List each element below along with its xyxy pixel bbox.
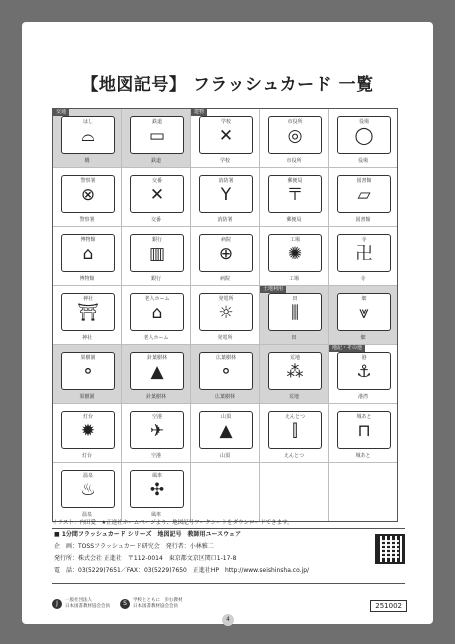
logo-line: 一般社団法人 bbox=[65, 598, 92, 603]
card-reading: 神社 bbox=[82, 296, 93, 302]
card bbox=[61, 175, 115, 213]
card-reading: 広葉樹林 bbox=[215, 355, 236, 361]
page-title bbox=[22, 70, 433, 95]
card-caption: 交番 bbox=[150, 217, 161, 223]
category-label: 土地利用 bbox=[260, 286, 286, 293]
page-number: 4 bbox=[222, 614, 234, 626]
cell-temple[interactable] bbox=[329, 227, 397, 285]
card bbox=[130, 470, 184, 508]
card bbox=[268, 293, 322, 331]
card bbox=[199, 352, 253, 390]
cell-factory[interactable] bbox=[260, 227, 328, 285]
qr-code-icon[interactable] bbox=[375, 534, 405, 564]
broadleaf-forest-icon: ⚬ bbox=[218, 362, 234, 382]
lighthouse-icon: ✹ bbox=[80, 421, 96, 441]
cell-police-box[interactable] bbox=[122, 168, 190, 226]
card bbox=[199, 175, 253, 213]
card-caption: 針葉樹林 bbox=[145, 394, 166, 400]
card bbox=[61, 293, 115, 331]
card-caption: 警察署 bbox=[79, 217, 95, 223]
card-caption: 灯台 bbox=[81, 453, 92, 459]
association-logos bbox=[52, 598, 183, 610]
plan-line: 企 画：TOSSフラッシュカード研究会 発行者：小林雅二 bbox=[54, 543, 214, 550]
card-reading: 荒地 bbox=[289, 355, 300, 361]
logo-line: 学校とともに 歩む教材 bbox=[133, 598, 183, 603]
card bbox=[130, 234, 184, 272]
cell-rice-field[interactable] bbox=[260, 286, 328, 344]
card-caption: 果樹園 bbox=[79, 394, 95, 400]
card-caption: 温泉 bbox=[81, 512, 92, 518]
symbol-grid bbox=[52, 108, 398, 522]
card bbox=[268, 411, 322, 449]
police-station-icon: ⊗ bbox=[80, 185, 96, 205]
card-caption: 風車 bbox=[150, 512, 161, 518]
card bbox=[337, 352, 391, 390]
temple-icon: 卍 bbox=[355, 244, 373, 264]
cell-railway[interactable] bbox=[122, 109, 190, 167]
cell-hot-spring[interactable] bbox=[53, 463, 121, 521]
cell-fire-station[interactable] bbox=[191, 168, 259, 226]
card-caption: えんとつ bbox=[284, 453, 304, 459]
card bbox=[61, 234, 115, 272]
card-caption: 銀行 bbox=[150, 276, 161, 282]
card-reading: 港 bbox=[361, 355, 367, 361]
wasteland-icon: ⁂ bbox=[286, 362, 304, 382]
card-reading: 老人ホーム bbox=[144, 296, 170, 302]
power-plant-icon: ☼ bbox=[218, 303, 234, 323]
cell-airport[interactable] bbox=[122, 404, 190, 462]
logo-line: 日本図書教材協会会員 bbox=[133, 604, 178, 609]
card bbox=[337, 411, 391, 449]
card-reading: 田 bbox=[292, 296, 298, 302]
airport-icon: ✈ bbox=[149, 421, 165, 441]
card bbox=[61, 470, 115, 508]
card-caption: 神社 bbox=[81, 335, 92, 341]
association-mark-icon: J bbox=[52, 599, 62, 609]
card-reading: 交番 bbox=[151, 178, 162, 184]
logo-line: 日本図書教材協会会員 bbox=[65, 604, 110, 609]
card-reading: 郵便局 bbox=[287, 178, 303, 184]
empty-cell bbox=[191, 463, 259, 521]
card-caption: 畑 bbox=[360, 335, 366, 341]
card bbox=[199, 116, 253, 154]
cell-town-office[interactable] bbox=[329, 109, 397, 167]
illustration-credit: イラスト：内田愛 ★正進社ホームページより、地図記号ワークシートをダウンロードできます。 bbox=[52, 520, 293, 526]
card-reading: 風車 bbox=[151, 473, 162, 479]
card-reading: 市役所 bbox=[287, 119, 303, 125]
category-label: 地記・その他 bbox=[329, 345, 365, 352]
police-box-icon: ✕ bbox=[149, 185, 165, 205]
card bbox=[268, 116, 322, 154]
card bbox=[268, 234, 322, 272]
cell-lighthouse[interactable] bbox=[53, 404, 121, 462]
cell-castle-ruins[interactable] bbox=[329, 404, 397, 462]
castle-ruins-icon: ⊓ bbox=[357, 421, 371, 441]
card-caption: 荒地 bbox=[288, 394, 299, 400]
cell-museum[interactable] bbox=[53, 227, 121, 285]
association-mark-icon: S bbox=[120, 599, 130, 609]
card-reading: 針葉樹林 bbox=[146, 355, 167, 361]
shrine-icon: ⛩ bbox=[77, 303, 99, 323]
card bbox=[130, 293, 184, 331]
card-caption: 消防署 bbox=[217, 217, 233, 223]
card-reading: 工場 bbox=[289, 237, 300, 243]
card-caption: 老人ホーム bbox=[143, 335, 169, 341]
card-reading: 畑 bbox=[361, 296, 367, 302]
card-reading: 役場 bbox=[358, 119, 369, 125]
card-reading: えんとつ bbox=[285, 414, 305, 420]
town-office-icon: ◯ bbox=[354, 126, 374, 146]
card bbox=[199, 234, 253, 272]
orchard-icon: ⚬ bbox=[80, 362, 96, 382]
card-caption: 鉄道 bbox=[150, 158, 161, 164]
card-reading: 銀行 bbox=[151, 237, 162, 243]
card-caption: 郵便局 bbox=[286, 217, 302, 223]
card bbox=[199, 411, 253, 449]
cell-broadleaf-forest[interactable] bbox=[191, 345, 259, 403]
card-caption: 城あと bbox=[355, 453, 371, 459]
railway-icon: ▭ bbox=[148, 126, 166, 146]
card bbox=[268, 175, 322, 213]
card-reading: 博物館 bbox=[80, 237, 96, 243]
empty-cell bbox=[260, 463, 328, 521]
card-caption: 港湾 bbox=[357, 394, 368, 400]
cell-chimney[interactable] bbox=[260, 404, 328, 462]
card-caption: 病院 bbox=[219, 276, 230, 282]
dry-field-icon: ⩔ bbox=[359, 303, 369, 323]
card-caption: 田 bbox=[291, 335, 297, 341]
card-caption: 山頂 bbox=[219, 453, 230, 459]
harbor-icon: ⚓ bbox=[356, 362, 372, 382]
contact-line: 電 話：03(5229)7651／FAX：03(5229)7650 正進社HP http://www.seishinsha.co.jp/ bbox=[54, 567, 310, 574]
card bbox=[268, 352, 322, 390]
card bbox=[337, 293, 391, 331]
museum-icon: ⌂ bbox=[82, 244, 94, 264]
card-caption: 広葉樹林 bbox=[214, 394, 235, 400]
card bbox=[199, 293, 253, 331]
card-caption: 博物館 bbox=[79, 276, 95, 282]
card-caption: 寺 bbox=[360, 276, 366, 282]
bank-icon: ▥ bbox=[148, 244, 166, 264]
cell-library[interactable] bbox=[329, 168, 397, 226]
school-icon: ✕ bbox=[218, 126, 234, 146]
cell-wasteland[interactable] bbox=[260, 345, 328, 403]
category-label: 建物 bbox=[191, 109, 207, 116]
cell-nursing-home[interactable] bbox=[122, 286, 190, 344]
cell-harbor[interactable] bbox=[329, 345, 397, 403]
factory-icon: ✺ bbox=[287, 244, 303, 264]
publisher-line: 発行所：株式会社 正進社 〒112-0014 東京都文京区関口1-17-8 bbox=[54, 555, 237, 562]
cell-post-office[interactable] bbox=[260, 168, 328, 226]
card-reading: 温泉 bbox=[82, 473, 93, 479]
title-sub: フラッシュカード 一覧 bbox=[192, 75, 374, 95]
cell-bridge[interactable] bbox=[53, 109, 121, 167]
cell-hospital[interactable] bbox=[191, 227, 259, 285]
title-close-bracket: 】 bbox=[168, 75, 187, 95]
cell-power-plant[interactable] bbox=[191, 286, 259, 344]
cell-dry-field[interactable] bbox=[329, 286, 397, 344]
card bbox=[130, 352, 184, 390]
card-reading: 山頂 bbox=[220, 414, 231, 420]
fire-station-icon: Y bbox=[220, 185, 232, 205]
cell-windmill[interactable] bbox=[122, 463, 190, 521]
card bbox=[337, 116, 391, 154]
card-reading: 消防署 bbox=[218, 178, 234, 184]
card-caption: 空港 bbox=[150, 453, 161, 459]
hot-spring-icon: ♨ bbox=[80, 480, 96, 500]
card-reading: 図書館 bbox=[356, 178, 372, 184]
title-open-bracket: 【 bbox=[81, 75, 99, 95]
series-line: ■ 1分間フラッシュカード シリーズ 地図記号 教師用ユースウェア bbox=[54, 531, 241, 538]
card bbox=[337, 175, 391, 213]
card-caption: 図書館 bbox=[355, 217, 371, 223]
card-reading: 果樹園 bbox=[80, 355, 96, 361]
cell-bank[interactable] bbox=[122, 227, 190, 285]
card-reading: 灯台 bbox=[82, 414, 93, 420]
card-caption: 市役所 bbox=[286, 158, 302, 164]
cell-shrine[interactable] bbox=[53, 286, 121, 344]
card-reading: 空港 bbox=[151, 414, 162, 420]
empty-cell bbox=[329, 463, 397, 521]
card-reading: 寺 bbox=[361, 237, 367, 243]
card-reading: 学校 bbox=[220, 119, 231, 125]
cell-coniferous-forest[interactable] bbox=[122, 345, 190, 403]
card bbox=[130, 175, 184, 213]
chimney-icon: ⫿ bbox=[292, 421, 298, 441]
cell-orchard[interactable] bbox=[53, 345, 121, 403]
cell-summit[interactable] bbox=[191, 404, 259, 462]
hospital-icon: ⊕ bbox=[218, 244, 234, 264]
bridge-icon: ⌓ bbox=[81, 126, 95, 146]
card-caption: 工場 bbox=[288, 276, 299, 282]
cell-city-hall[interactable] bbox=[260, 109, 328, 167]
city-hall-icon: ◎ bbox=[287, 126, 303, 146]
library-icon: ▱ bbox=[357, 185, 371, 205]
windmill-icon: ✣ bbox=[149, 480, 165, 500]
card-reading: 発電所 bbox=[218, 296, 234, 302]
nursing-home-icon: ⌂ bbox=[151, 303, 163, 323]
card-caption: 橋 bbox=[84, 158, 90, 164]
card bbox=[61, 411, 115, 449]
card-caption: 学校 bbox=[219, 158, 230, 164]
card-reading: 城あと bbox=[356, 414, 372, 420]
card-caption: 発電所 bbox=[217, 335, 233, 341]
card bbox=[130, 116, 184, 154]
title-main: 地図記号 bbox=[98, 75, 169, 95]
card-reading: 病院 bbox=[220, 237, 231, 243]
post-office-icon: 〒 bbox=[286, 185, 304, 205]
page bbox=[22, 22, 433, 624]
association-logo bbox=[120, 598, 183, 610]
card-reading: 鉄道 bbox=[151, 119, 162, 125]
association-logo bbox=[52, 598, 110, 610]
rice-field-icon: ⫼ bbox=[291, 303, 299, 323]
publisher-info bbox=[52, 528, 405, 584]
cell-school[interactable] bbox=[191, 109, 259, 167]
card-reading: 警察署 bbox=[80, 178, 96, 184]
summit-icon: ▲ bbox=[219, 421, 233, 441]
card bbox=[130, 411, 184, 449]
card bbox=[337, 234, 391, 272]
coniferous-forest-icon: ▲ bbox=[150, 362, 164, 382]
category-label: 交通 bbox=[53, 109, 69, 116]
cell-police-station[interactable] bbox=[53, 168, 121, 226]
card bbox=[61, 352, 115, 390]
card bbox=[61, 116, 115, 154]
product-code: 251002 bbox=[370, 600, 407, 612]
card-caption: 役場 bbox=[357, 158, 368, 164]
card-reading: はし bbox=[82, 119, 93, 125]
